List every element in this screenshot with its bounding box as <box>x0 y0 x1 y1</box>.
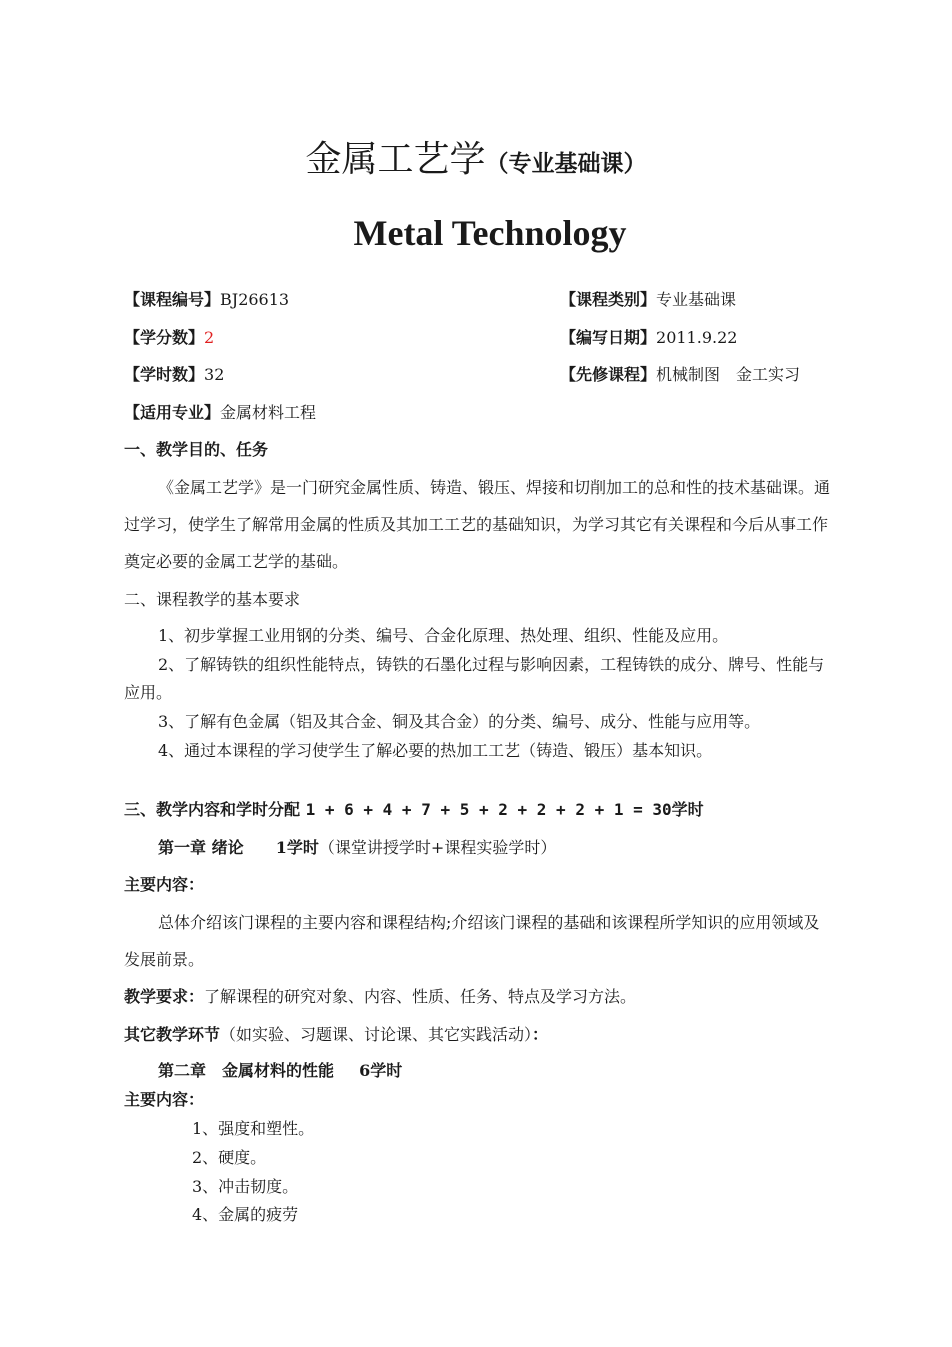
chapter2-item: 1、强度和塑性。 <box>192 1119 315 1138</box>
meta-credits <box>124 327 214 349</box>
chapter1-requirements <box>124 986 636 1008</box>
meta-course-type <box>560 289 736 311</box>
meta-value: 机械制图 金工实习 <box>656 365 801 384</box>
section2-item: 4、通过本课程的学习使学生了解必要的热加工工艺（铸造、锻压）基本知识。 <box>158 741 713 760</box>
meta-label: 【适用专业】 <box>124 403 221 422</box>
section1-line: 过学习，使学生了解常用金属的性质及其加工工艺的基础知识，为学习其它有关课程和今后从事工作 <box>124 515 829 534</box>
meta-label: 【课程类别】 <box>560 290 657 309</box>
meta-major <box>124 402 316 424</box>
course-title-sub: （专业基础课） <box>485 150 647 177</box>
chapter1-other-text: （如实验、习题课、讨论课、其它实践活动） <box>220 1025 533 1044</box>
chapter2-item: 4、金属的疲劳 <box>192 1205 299 1224</box>
meta-value: 2 <box>204 328 215 347</box>
meta-value: 金属材料工程 <box>220 403 317 422</box>
chapter1-other <box>124 1024 548 1046</box>
meta-label: 【学时数】 <box>124 365 205 384</box>
section2-heading: 二、课程教学的基本要求 <box>124 590 301 609</box>
chapter2-title-line <box>158 1060 402 1082</box>
chapter1-req-text: 了解课程的研究对象、内容、性质、任务、特点及学习方法。 <box>204 987 637 1006</box>
section3-heading <box>124 799 704 821</box>
chapter1-title-line <box>158 837 556 859</box>
course-title-english: Metal Technology <box>353 213 627 253</box>
chapter1-other-label: 其它教学环节 <box>124 1025 221 1044</box>
meta-date <box>560 327 737 349</box>
section3-heading-unit: 学时 <box>671 800 704 819</box>
section1-line: 《金属工艺学》是一门研究金属性质、铸造、锻压、焊接和切削加工的总和性的技术基础课。通 <box>158 478 831 497</box>
section3-heading-text: 三、教学内容和学时分配 <box>124 800 301 819</box>
meta-label: 【先修课程】 <box>560 365 657 384</box>
chapter1-content-label: 主要内容： <box>124 875 205 894</box>
chapter2-item: 2、硬度。 <box>192 1148 267 1167</box>
chapter2-content-label: 主要内容： <box>124 1090 205 1109</box>
section2-item: 1、初步掌握工业用钢的分类、编号、合金化原理、热处理、组织、性能及应用。 <box>158 626 729 645</box>
chapter1-title: 第一章 绪论 <box>158 838 244 857</box>
chapter2-item: 3、冲击韧度。 <box>192 1177 299 1196</box>
chapter1-hours: 1学时 <box>275 838 319 857</box>
section1-line: 奠定必要的金属工艺学的基础。 <box>124 552 349 571</box>
chapter2-hours: 6学时 <box>359 1061 403 1080</box>
section2-item: 3、了解有色金属（铝及其合金、铜及其合金）的分类、编号、成分、性能与应用等。 <box>158 712 761 731</box>
meta-label: 【学分数】 <box>124 328 205 347</box>
chapter2-title: 第二章 金属材料的性能 <box>158 1061 335 1080</box>
meta-value: 32 <box>204 365 225 384</box>
section2-item: 应用。 <box>124 683 173 702</box>
section2-item: 2、了解铸铁的组织性能特点，铸铁的石墨化过程与影响因素，工程铸铁的成分、牌号、性能与 <box>158 655 825 674</box>
section1-heading: 一、教学目的、任务 <box>124 440 269 459</box>
meta-label: 【编写日期】 <box>560 328 657 347</box>
meta-course-code <box>124 289 289 311</box>
chapter1-note: （课堂讲授学时+课程实验学时） <box>318 838 557 857</box>
chapter1-content-line: 发展前景。 <box>124 950 205 969</box>
meta-prereq <box>560 364 800 386</box>
meta-label: 【课程编号】 <box>124 290 221 309</box>
meta-value: 2011.9.22 <box>656 328 738 347</box>
section3-heading-formula: 1 + 6 + 4 + 7 + 5 + 2 + 2 + 2 + 1 = 30 <box>305 800 672 819</box>
meta-value: 专业基础课 <box>656 290 737 309</box>
meta-hours <box>124 364 224 386</box>
course-title <box>0 138 952 186</box>
course-title-main: 金属工艺学 <box>305 139 486 180</box>
chapter1-other-end: ： <box>532 1025 549 1044</box>
chapter1-content-line: 总体介绍该门课程的主要内容和课程结构;介绍该门课程的基础和该课程所学知识的应用领域及 <box>158 913 820 932</box>
chapter1-req-label: 教学要求： <box>124 987 205 1006</box>
meta-value: BJ26613 <box>220 290 290 309</box>
